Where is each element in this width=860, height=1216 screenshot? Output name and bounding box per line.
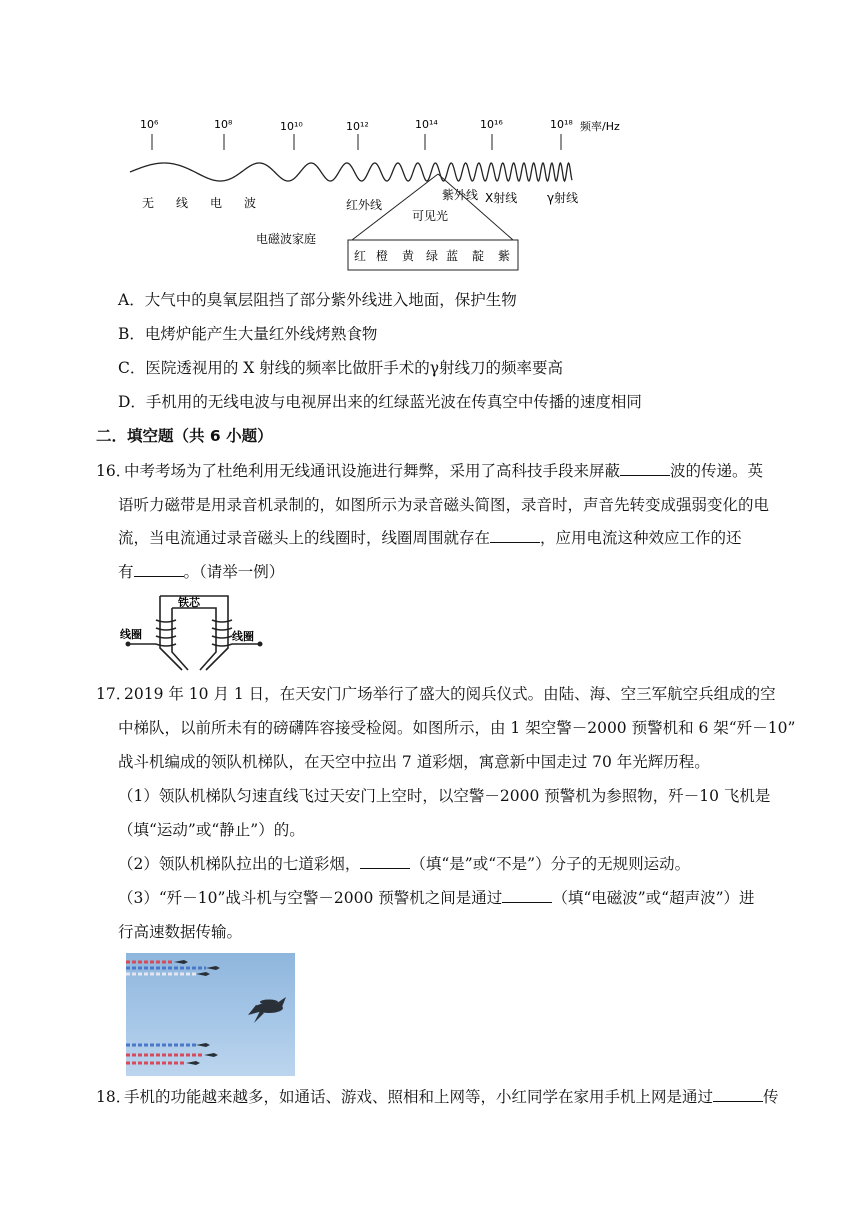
visible-light-label: 可见光 — [412, 209, 449, 223]
freq-label-8: 10⁸ — [214, 118, 233, 131]
radio-char-2: 线 — [176, 196, 189, 210]
q16-blank1[interactable] — [620, 461, 670, 476]
color-green: 绿 — [426, 249, 439, 263]
freq-unit: 频率/Hz — [580, 120, 620, 133]
section-heading: 二．填空题（共 6 小题） — [96, 427, 273, 445]
em-family-label: 电磁波家庭 — [256, 232, 317, 246]
q17-part1: （1）领队机梯队匀速直线飞过天安门上空时，以空警－2000 预警机为参照物，歼－10 飞机是 — [118, 787, 771, 805]
q18-number: 18． — [96, 1088, 132, 1106]
option-d: D．手机用的无线电波与电视屏出来的红绿蓝光波在传真空中传播的速度相同 — [118, 393, 642, 411]
parade-photo — [126, 953, 295, 1076]
color-orange: 橙 — [376, 249, 389, 263]
q17-line3: 战斗机编成的领队机梯队，在天空中拉出 7 道彩烟，寓意新中国走过 70 年光辉历程。 — [118, 753, 710, 771]
color-yellow: 黄 — [402, 249, 415, 263]
radio-char-1: 无 — [142, 196, 155, 210]
q17-part3: （3）“歼－10”战斗机与空警－2000 预警机之间是通过 （填“电磁波”或“超声波”）进 — [118, 889, 755, 907]
radio-char-4: 波 — [244, 196, 257, 210]
option-a: A．大气中的臭氧层阻挡了部分紫外线进入地面，保护生物 — [118, 291, 517, 309]
q16-blank3[interactable] — [134, 562, 184, 577]
q17-part3-cont: 行高速数据传输。 — [118, 923, 243, 941]
fig-coil-left-label: 线圈 — [120, 628, 142, 641]
freq-label-16: 10¹⁶ — [480, 118, 503, 131]
em-spectrum-figure — [120, 108, 640, 278]
gamma-label: γ射线 — [547, 191, 579, 205]
option-b: B．电烤炉能产生大量红外线烤熟食物 — [118, 325, 378, 343]
infrared-label: 红外线 — [346, 198, 383, 212]
q16-line3: 流，当电流通过录音磁头上的线圈时，线圈周围就存在 ，应用电流这种效应工作的还 — [118, 529, 742, 547]
color-blue: 蓝 — [446, 249, 459, 263]
uv-label: 紫外线 — [442, 188, 479, 202]
color-red: 红 — [354, 249, 367, 263]
freq-label-12: 10¹² — [346, 120, 369, 133]
color-indigo: 靛 — [472, 249, 485, 263]
q16-blank2[interactable] — [490, 528, 540, 543]
q17-blank3[interactable] — [502, 888, 552, 903]
color-violet: 紫 — [498, 249, 511, 263]
q18-line1: 手机的功能越来越多，如通话、游戏、照相和上网等，小红同学在家用手机上网是通过 传 — [124, 1088, 779, 1106]
option-c: C．医院透视用的 X 射线的频率比做肝手术的γ射线刀的频率要高 — [118, 359, 564, 377]
em-wave — [130, 163, 572, 181]
q17-part2: （2）领队机梯队拉出的七道彩烟， （填“是”或“不是”）分子的无规则运动。 — [118, 855, 691, 873]
radio-char-3: 电 — [210, 196, 223, 210]
q16-number: 16． — [96, 462, 132, 480]
q18-blank1[interactable] — [713, 1087, 763, 1102]
q16-line2: 语听力磁带是用录音机录制的，如图所示为录音磁头简图，录音时，声音先转变成强弱变化的电 — [118, 496, 770, 514]
xray-label: X射线 — [485, 191, 518, 205]
fig-coil-right-label: 线圈 — [232, 630, 254, 643]
q17-number: 17． — [96, 685, 132, 703]
q16-line1: 中考考场为了杜绝利用无线通讯设施进行舞弊，采用了高科技手段来屏蔽 波的传递。英 — [124, 462, 764, 480]
fig-core-label: 铁芯 — [178, 596, 200, 609]
q16-line4: 有 。（请举一例） — [118, 563, 285, 581]
q17-blank2[interactable] — [360, 854, 410, 869]
recording-head-figure — [120, 592, 270, 674]
q17-line2: 中梯队，以前所未有的磅礴阵容接受检阅。如图所示，由 1 架空警－2000 预警机和 6 架“歼－10” — [118, 719, 796, 737]
freq-label-10: 10¹⁰ — [280, 120, 303, 133]
q17-part1-cont: （填“运动”或“静止”）的。 — [118, 821, 305, 839]
freq-label-6: 10⁶ — [140, 118, 159, 131]
freq-label-14: 10¹⁴ — [415, 118, 438, 131]
q17-line1: 2019 年 10 月 1 日，在天安门广场举行了盛大的阅兵仪式。由陆、海、空三军航空兵组成的空 — [124, 685, 776, 703]
freq-label-18: 10¹⁸ — [550, 118, 573, 131]
